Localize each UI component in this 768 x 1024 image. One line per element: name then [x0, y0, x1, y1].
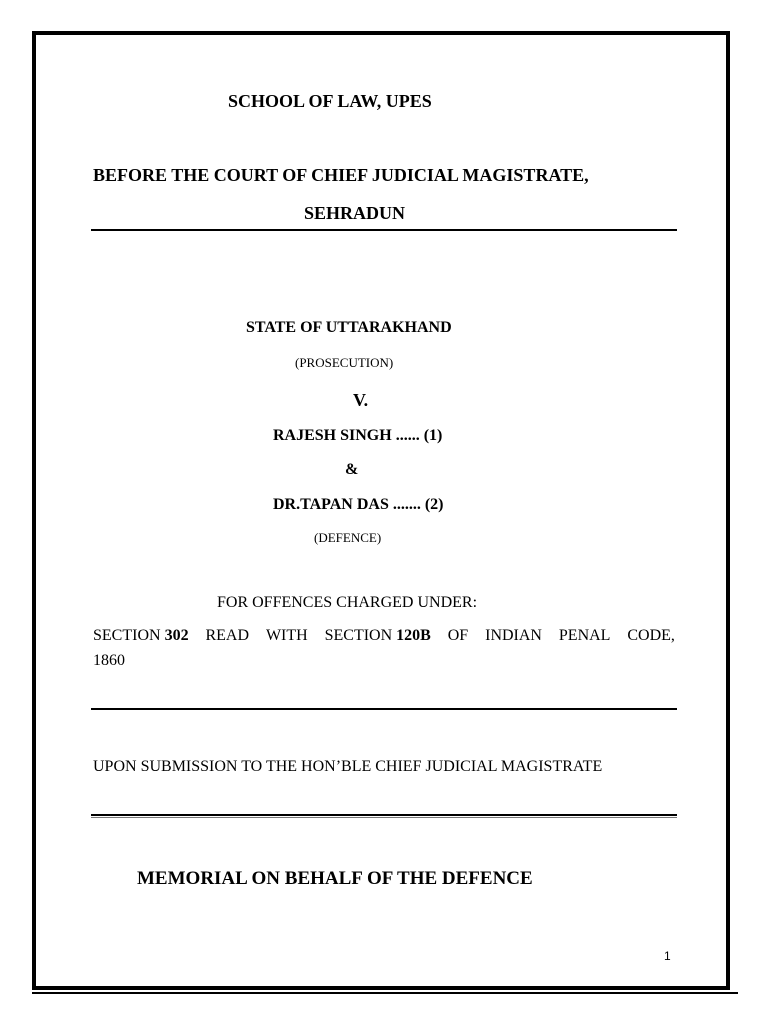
header-divider	[91, 229, 677, 231]
page-number: 1	[664, 949, 671, 963]
of-word: OF	[447, 627, 469, 644]
accused-2: DR.TAPAN DAS ....... (2)	[273, 496, 444, 513]
submission-divider-bottom	[91, 817, 677, 818]
court-line-2: SEHRADUN	[304, 203, 406, 223]
section-word-2: SECTION 120B	[324, 627, 431, 644]
section-number: 302	[164, 627, 189, 644]
code-word: CODE,	[627, 627, 675, 644]
page-border-shadow-line	[32, 992, 738, 994]
charges-section-line	[93, 628, 675, 644]
school-title: SCHOOL OF LAW, UPES	[228, 91, 432, 111]
charges-heading: FOR OFFENCES CHARGED UNDER:	[217, 594, 478, 611]
court-line-1: BEFORE THE COURT OF CHIEF JUDICIAL MAGISTRATE,	[93, 165, 589, 185]
prosecution-name: STATE OF UTTARAKHAND	[246, 319, 452, 336]
code-year: 1860	[93, 652, 125, 669]
read-word: READ	[205, 627, 250, 644]
versus-label: V.	[353, 390, 369, 410]
defence-role: (DEFENCE)	[314, 530, 382, 545]
submission-line: UPON SUBMISSION TO THE HON’BLE CHIEF JUDICIAL MAGISTRATE	[93, 758, 603, 775]
accused-1: RAJESH SINGH ...... (1)	[273, 427, 443, 444]
with-word: WITH	[265, 627, 308, 644]
indian-word: INDIAN	[485, 627, 542, 644]
submission-divider-top	[91, 814, 677, 816]
ampersand: &	[345, 461, 359, 478]
penal-word: PENAL	[558, 627, 611, 644]
section-word: SECTION 302	[93, 627, 189, 644]
prosecution-role: (PROSECUTION)	[295, 355, 394, 370]
section-number-2: 120B	[396, 627, 431, 644]
memorial-title: MEMORIAL ON BEHALF OF THE DEFENCE	[137, 868, 533, 889]
charges-divider	[91, 708, 677, 710]
